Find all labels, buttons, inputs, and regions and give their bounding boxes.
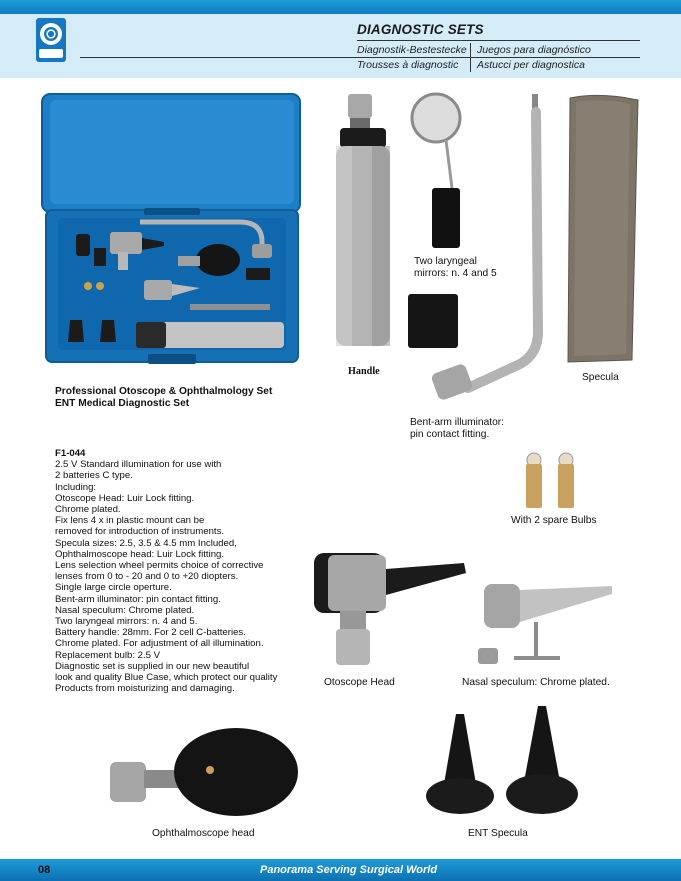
header-strip [0,0,681,14]
page-title: DIAGNOSTIC SETS [357,22,484,37]
subtitle-fr: Trousses à diagnostic [357,59,459,71]
subtitle-it: Astucci per diagnostica [477,59,585,71]
description-line: Specula sizes: 2.5, 3.5 & 4.5 mm Included, [55,537,237,549]
otoscope-head-image [310,545,470,673]
description-line: Single large circle operture. [55,582,172,594]
description-line: Otoscope Head: Luir Lock fitting. [55,492,195,504]
description-line: removed for introduction of instruments. [55,526,225,538]
footer-tagline: Panorama Serving Surgical World [260,864,438,876]
set-title-1: Professional Otoscope & Ophthalmology Set [55,386,273,397]
bent-arm-caption-line2: pin contact fitting. [410,429,490,440]
description-line: Replacement bulb: 2.5 V [55,649,161,661]
description-line: Lens selection wheel permits choice of corrective [55,560,264,572]
nasal-speculum-image [476,572,616,672]
bent-arm-illuminator-image [428,92,558,402]
subtitle-es: Juegos para diagnóstico [477,44,591,56]
bulbs-caption: With 2 spare Bulbs [511,515,597,526]
description-line: Chrome plated. [55,504,121,516]
ent-specula-image [420,704,580,822]
otoscope-head-caption: Otoscope Head [324,677,395,688]
description-line: Two laryngeal mirrors: n. 4 and 5. [55,616,198,628]
description-line: 2 batteries C type. [55,470,133,482]
title-rule [357,40,640,41]
description-line: Products from moisturizing and damaging. [55,683,235,695]
specula-caption: Specula [582,372,619,383]
description-line: Diagnostic set is supplied in our new beautiful [55,660,250,672]
description-line: look and quality Blue Case, which protect our quality [55,672,278,684]
description-line: 2.5 V Standard illumination for use with [55,459,222,471]
ent-specula-caption: ENT Specula [468,828,528,839]
page-number: 08 [38,864,51,876]
product-description [55,448,325,694]
description-line: Ophthalmoscope head: Luir Lock fitting. [55,548,225,560]
subtitle-de: Diagnostik-Bestestecke [357,44,467,56]
mirrors-caption-line2: mirrors: n. 4 and 5 [414,268,497,279]
blue-case-image [40,92,304,372]
battery-handle-image [330,90,398,360]
set-title-2: ENT Medical Diagnostic Set [55,398,190,409]
nasal-speculum-caption: Nasal speculum: Chrome plated. [462,677,610,688]
product-code: F1-044 [55,448,86,459]
description-line: Including: [55,481,97,493]
description-line: lenses from 0 to - 20 and 0 to +20 diopters. [55,571,239,583]
description-line: Bent-arm illuminator: pin contact fitting. [55,593,221,605]
mirrors-caption-line1: Two laryngeal [414,256,477,267]
spare-bulbs-image [518,452,584,514]
ophthalmoscope-head-image [106,726,302,818]
panorama-logo [36,18,66,62]
specula-image [560,92,646,367]
description-line: Nasal speculum: Chrome plated. [55,604,195,616]
handle-caption: Handle [348,366,380,377]
description-line: Chrome plated. For adjustment of all illumination. [55,638,264,650]
description-line: Fix lens 4 x in plastic mount can be [55,515,205,527]
ophthalmoscope-head-caption: Ophthalmoscope head [152,828,255,839]
subtitle-rule [80,57,640,58]
bent-arm-caption-line1: Bent-arm illuminator: [410,417,504,428]
subtitle-divider [470,43,471,72]
description-line: Battery handle: 28mm. For 2 cell C-batteries. [55,627,246,639]
